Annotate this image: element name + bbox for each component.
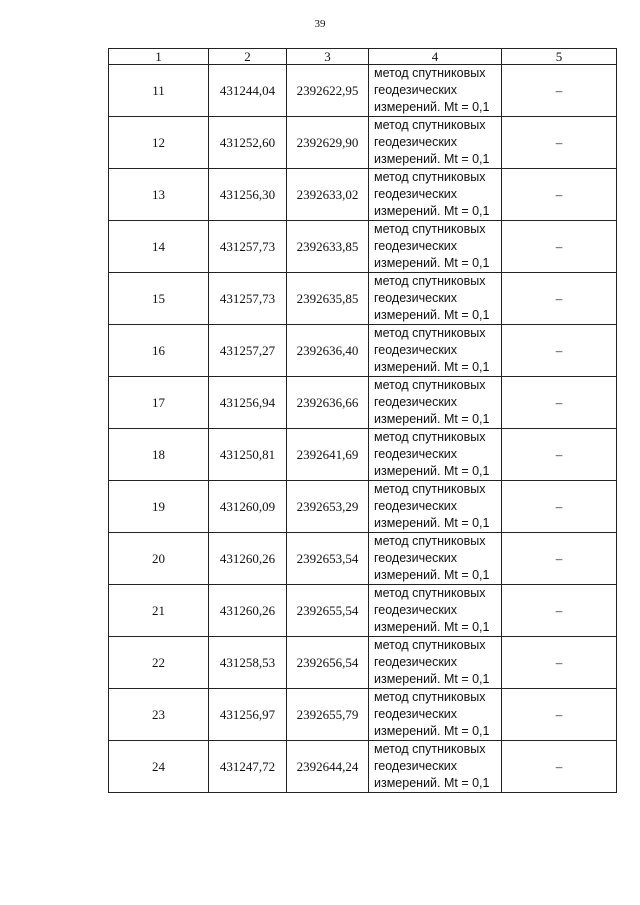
note-cell: – xyxy=(502,637,617,689)
x-coordinate-cell: 431258,53 xyxy=(209,637,287,689)
method-text-line: измерений. Mt = 0,1 xyxy=(374,568,490,582)
x-coordinate-cell: 431257,73 xyxy=(209,221,287,273)
note-cell: – xyxy=(502,117,617,169)
method-text-line: метод спутниковых xyxy=(374,326,486,340)
method-text-line: метод спутниковых xyxy=(374,274,486,288)
table-row xyxy=(109,481,617,533)
table-row xyxy=(109,325,617,377)
method-text-line: геодезических xyxy=(374,603,458,617)
table-row xyxy=(109,65,617,117)
table-body xyxy=(109,65,617,793)
x-coordinate-cell: 431250,81 xyxy=(209,429,287,481)
method-text-line: метод спутниковых xyxy=(374,222,486,236)
header-col-3: 3 xyxy=(287,49,369,65)
x-coordinate-cell: 431256,97 xyxy=(209,689,287,741)
method-text-line: метод спутниковых xyxy=(374,66,486,80)
y-coordinate-cell: 2392635,85 xyxy=(287,273,369,325)
method-text-line: измерений. Mt = 0,1 xyxy=(374,256,490,270)
method-text-line: метод спутниковых xyxy=(374,430,486,444)
y-coordinate-cell: 2392656,54 xyxy=(287,637,369,689)
method-text-line: измерений. Mt = 0,1 xyxy=(374,672,490,686)
y-coordinate-cell: 2392653,29 xyxy=(287,481,369,533)
x-coordinate-cell: 431256,30 xyxy=(209,169,287,221)
method-text-line: метод спутниковых xyxy=(374,170,486,184)
table-row xyxy=(109,689,617,741)
y-coordinate-cell: 2392633,02 xyxy=(287,169,369,221)
header-col-4: 4 xyxy=(369,49,502,65)
header-col-2: 2 xyxy=(209,49,287,65)
point-number-cell: 22 xyxy=(109,637,209,689)
y-coordinate-cell: 2392655,79 xyxy=(287,689,369,741)
method-text-line: измерений. Mt = 0,1 xyxy=(374,360,490,374)
method-cell xyxy=(369,325,502,377)
method-cell xyxy=(369,481,502,533)
point-number-cell: 11 xyxy=(109,65,209,117)
x-coordinate-cell: 431252,60 xyxy=(209,117,287,169)
point-number-cell: 24 xyxy=(109,741,209,793)
y-coordinate-cell: 2392636,66 xyxy=(287,377,369,429)
table-row xyxy=(109,377,617,429)
y-coordinate-cell: 2392622,95 xyxy=(287,65,369,117)
point-number-cell: 20 xyxy=(109,533,209,585)
method-text-line: измерений. Mt = 0,1 xyxy=(374,308,490,322)
method-cell xyxy=(369,689,502,741)
method-text-line: геодезических xyxy=(374,447,458,461)
point-number-cell: 23 xyxy=(109,689,209,741)
method-text-line: геодезических xyxy=(374,135,458,149)
table-row xyxy=(109,117,617,169)
method-text-line: геодезических xyxy=(374,707,458,721)
method-text-line: геодезических xyxy=(374,499,458,513)
x-coordinate-cell: 431247,72 xyxy=(209,741,287,793)
method-cell xyxy=(369,273,502,325)
header-col-1: 1 xyxy=(109,49,209,65)
method-text-line: метод спутниковых xyxy=(374,378,486,392)
point-number-cell: 12 xyxy=(109,117,209,169)
x-coordinate-cell: 431257,27 xyxy=(209,325,287,377)
point-number-cell: 17 xyxy=(109,377,209,429)
method-text-line: геодезических xyxy=(374,187,458,201)
y-coordinate-cell: 2392644,24 xyxy=(287,741,369,793)
method-text-line: геодезических xyxy=(374,343,458,357)
point-number-cell: 16 xyxy=(109,325,209,377)
note-cell: – xyxy=(502,585,617,637)
method-text-line: геодезических xyxy=(374,291,458,305)
method-text-line: измерений. Mt = 0,1 xyxy=(374,412,490,426)
x-coordinate-cell: 431260,09 xyxy=(209,481,287,533)
method-text-line: геодезических xyxy=(374,83,458,97)
table-header-row xyxy=(109,49,617,65)
method-cell xyxy=(369,221,502,273)
table-row xyxy=(109,585,617,637)
table-row xyxy=(109,429,617,481)
y-coordinate-cell: 2392641,69 xyxy=(287,429,369,481)
method-cell xyxy=(369,741,502,793)
table-row xyxy=(109,221,617,273)
method-text-line: измерений. Mt = 0,1 xyxy=(374,620,490,634)
method-text-line: метод спутниковых xyxy=(374,586,486,600)
method-cell xyxy=(369,117,502,169)
method-text-line: измерений. Mt = 0,1 xyxy=(374,100,490,114)
x-coordinate-cell: 431257,73 xyxy=(209,273,287,325)
method-text-line: измерений. Mt = 0,1 xyxy=(374,724,490,738)
method-text-line: метод спутниковых xyxy=(374,690,486,704)
method-cell xyxy=(369,533,502,585)
point-number-cell: 15 xyxy=(109,273,209,325)
page-number: 39 xyxy=(314,18,326,30)
x-coordinate-cell: 431256,94 xyxy=(209,377,287,429)
method-cell xyxy=(369,585,502,637)
method-cell xyxy=(369,65,502,117)
table-row xyxy=(109,169,617,221)
method-text-line: измерений. Mt = 0,1 xyxy=(374,516,490,530)
x-coordinate-cell: 431244,04 xyxy=(209,65,287,117)
method-cell xyxy=(369,377,502,429)
method-text-line: измерений. Mt = 0,1 xyxy=(374,204,490,218)
method-text-line: метод спутниковых xyxy=(374,118,486,132)
y-coordinate-cell: 2392655,54 xyxy=(287,585,369,637)
method-text-line: измерений. Mt = 0,1 xyxy=(374,464,490,478)
header-col-5: 5 xyxy=(502,49,617,65)
method-cell xyxy=(369,637,502,689)
note-cell: – xyxy=(502,741,617,793)
point-number-cell: 21 xyxy=(109,585,209,637)
y-coordinate-cell: 2392653,54 xyxy=(287,533,369,585)
note-cell: – xyxy=(502,273,617,325)
method-text-line: метод спутниковых xyxy=(374,482,486,496)
method-text-line: геодезических xyxy=(374,759,458,773)
method-text-line: измерений. Mt = 0,1 xyxy=(374,776,490,790)
note-cell: – xyxy=(502,689,617,741)
method-cell xyxy=(369,429,502,481)
note-cell: – xyxy=(502,429,617,481)
y-coordinate-cell: 2392629,90 xyxy=(287,117,369,169)
point-number-cell: 14 xyxy=(109,221,209,273)
y-coordinate-cell: 2392633,85 xyxy=(287,221,369,273)
note-cell: – xyxy=(502,169,617,221)
note-cell: – xyxy=(502,533,617,585)
point-number-cell: 13 xyxy=(109,169,209,221)
method-text-line: метод спутниковых xyxy=(374,534,486,548)
method-text-line: геодезических xyxy=(374,551,458,565)
point-number-cell: 19 xyxy=(109,481,209,533)
note-cell: – xyxy=(502,221,617,273)
y-coordinate-cell: 2392636,40 xyxy=(287,325,369,377)
method-text-line: геодезических xyxy=(374,395,458,409)
method-text-line: геодезических xyxy=(374,239,458,253)
table-row xyxy=(109,741,617,793)
method-text-line: метод спутниковых xyxy=(374,742,486,756)
note-cell: – xyxy=(502,65,617,117)
x-coordinate-cell: 431260,26 xyxy=(209,585,287,637)
method-text-line: измерений. Mt = 0,1 xyxy=(374,152,490,166)
method-cell xyxy=(369,169,502,221)
table-row xyxy=(109,273,617,325)
table-row xyxy=(109,533,617,585)
note-cell: – xyxy=(502,481,617,533)
method-text-line: метод спутниковых xyxy=(374,638,486,652)
method-text-line: геодезических xyxy=(374,655,458,669)
table-row xyxy=(109,637,617,689)
note-cell: – xyxy=(502,325,617,377)
note-cell: – xyxy=(502,377,617,429)
x-coordinate-cell: 431260,26 xyxy=(209,533,287,585)
point-number-cell: 18 xyxy=(109,429,209,481)
coordinates-table xyxy=(108,48,617,793)
